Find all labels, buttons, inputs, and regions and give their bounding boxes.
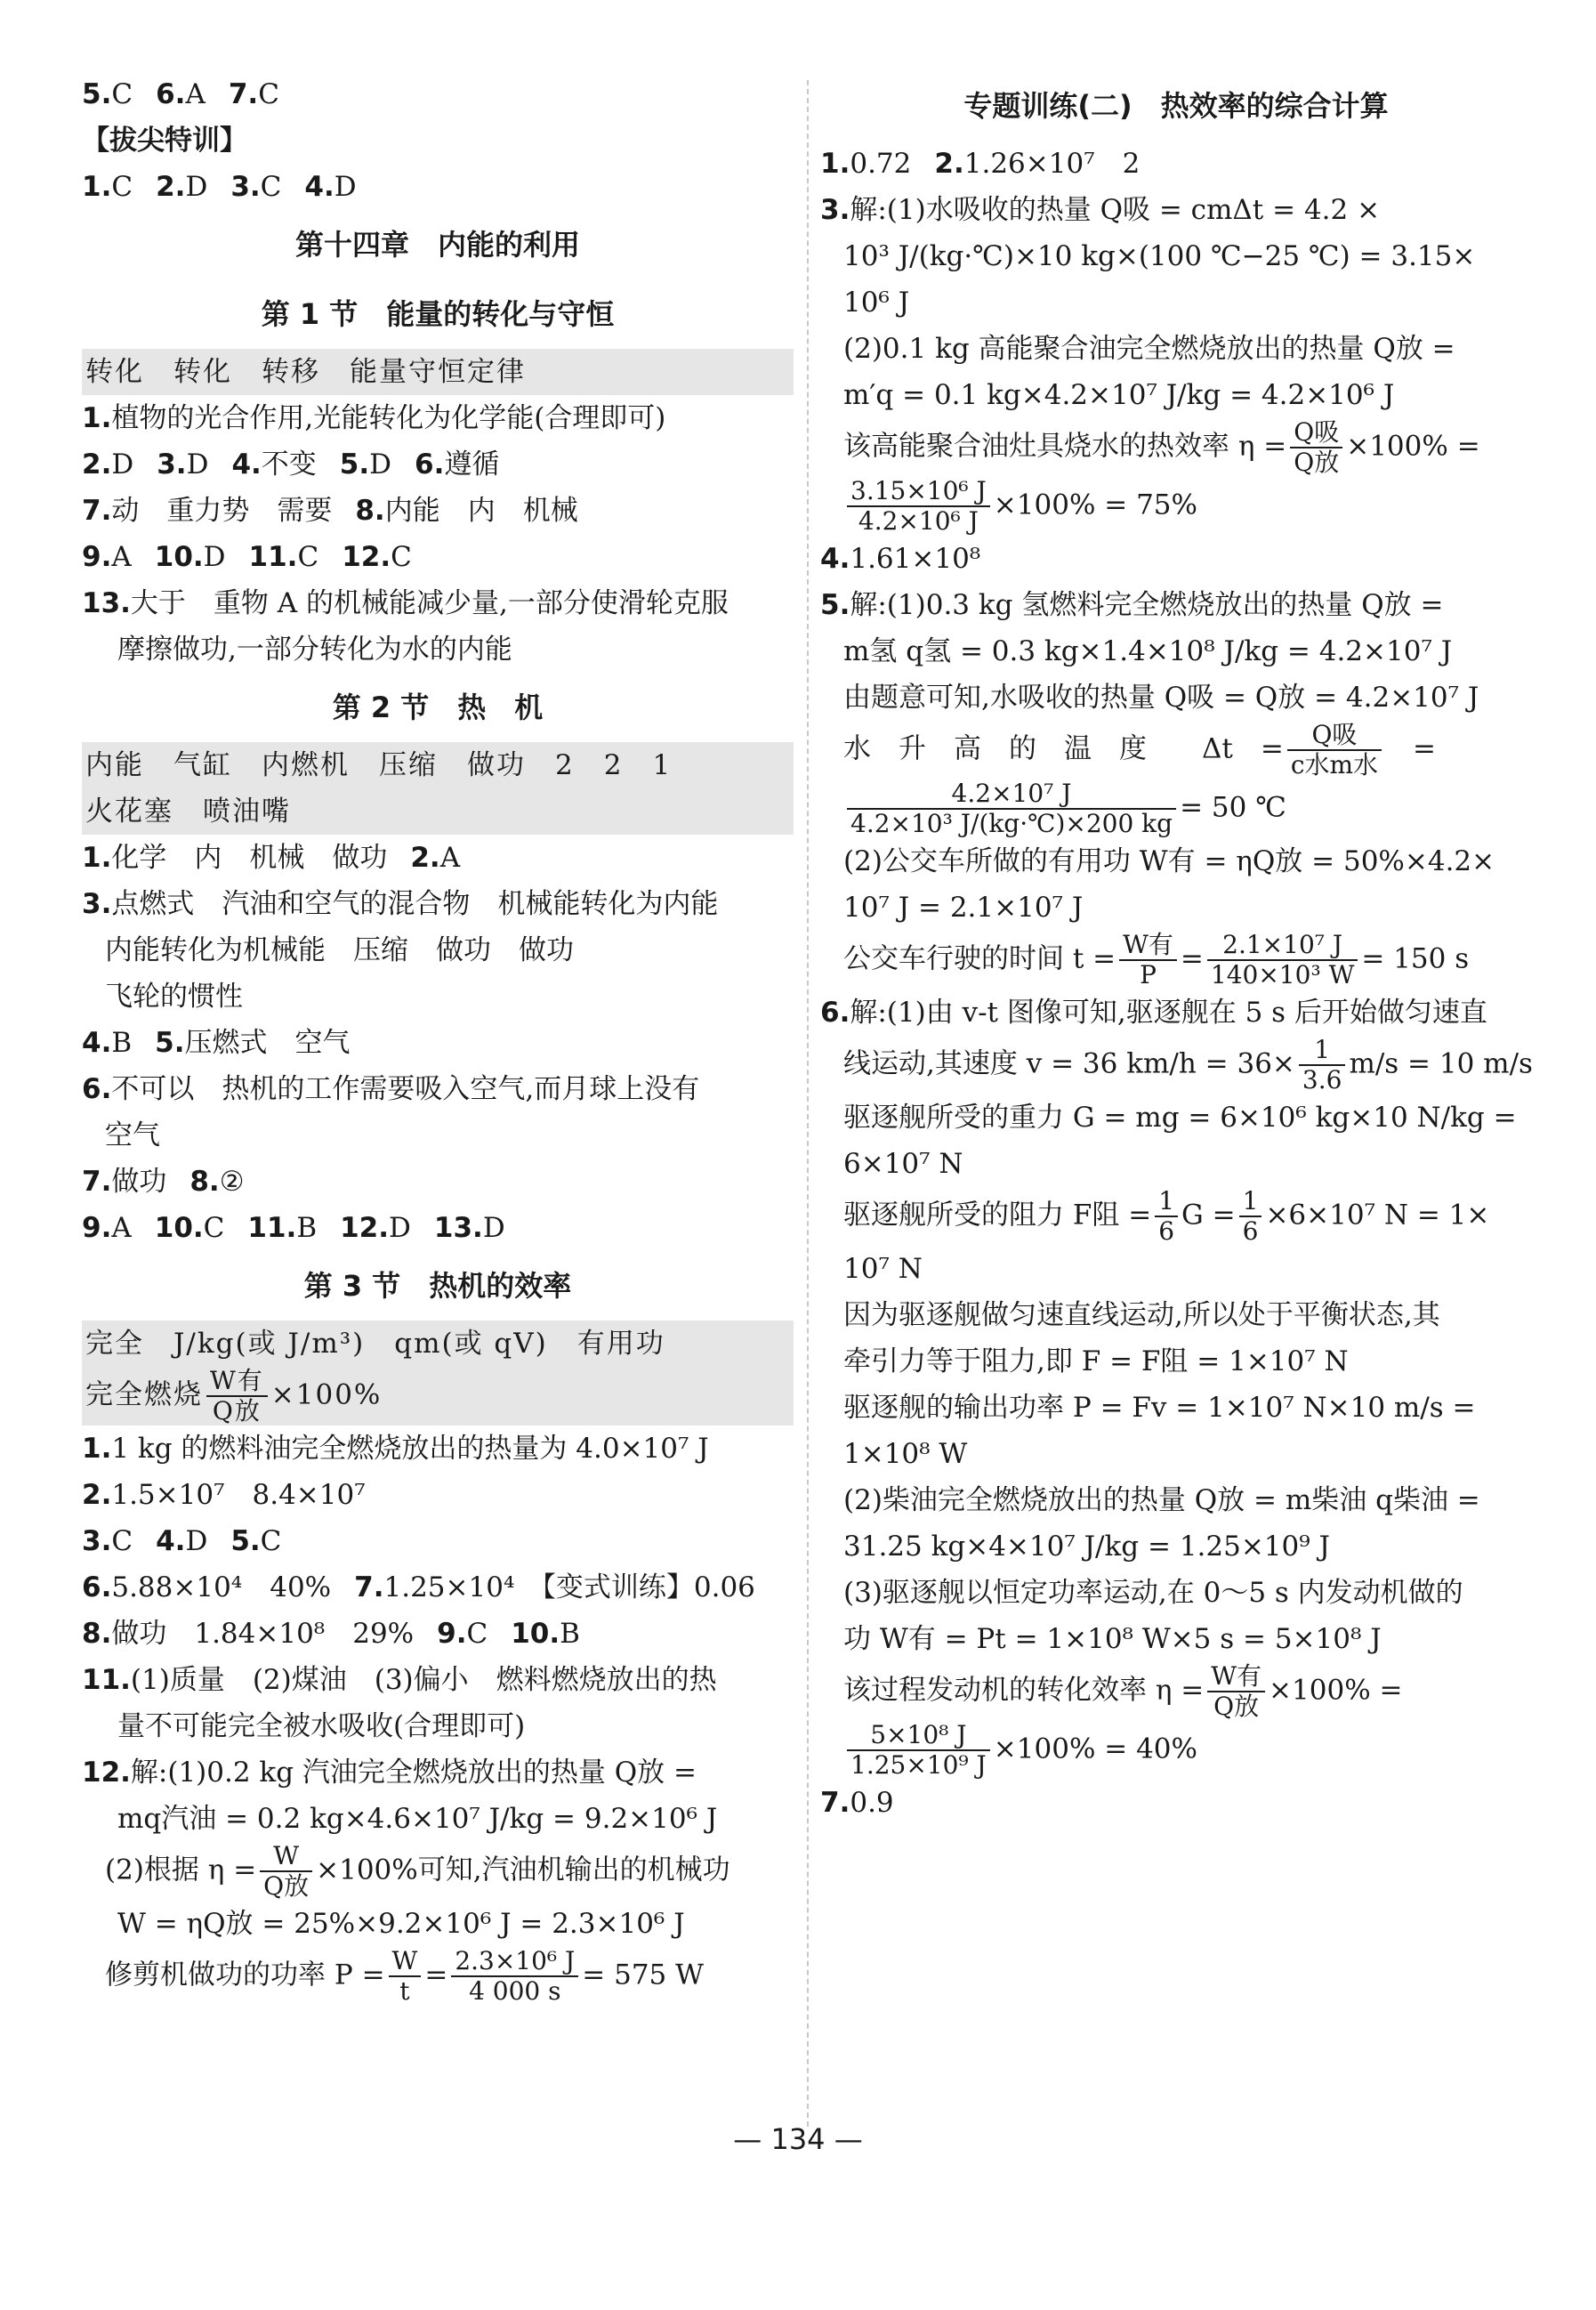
answer-line (82, 164, 794, 210)
formula-text: = 50 ℃ (1180, 791, 1286, 824)
question-number: 7. (82, 495, 112, 527)
fraction-denominator: 4.2×10⁶ J (858, 506, 979, 536)
formula-line (820, 477, 1532, 536)
fraction-numerator: W (389, 1947, 422, 1977)
question-number: 2. (156, 171, 186, 203)
answer-text: 压燃式 空气 (184, 1027, 351, 1059)
answer-text: D (482, 1212, 505, 1244)
fill-in-answer-band: 完全 J/kg(或 J/m³) qm(或 qV) 有用功 (82, 1321, 794, 1367)
question-number: 1. (82, 171, 112, 203)
page-number: — 134 — (733, 2122, 863, 2156)
formula-text: 公交车行驶的时间 t = (843, 942, 1116, 975)
question-number: 10. (154, 1212, 204, 1244)
fraction (260, 1842, 312, 1901)
answer-text: 内能 内 机械 (384, 495, 578, 527)
fraction-denominator: t (399, 1976, 410, 2006)
answer-continuation: 10⁷ J = 2.1×10⁷ J (843, 892, 1084, 924)
formula-text: 该高能聚合油灶具烧水的热效率 η = (843, 430, 1287, 463)
question-number: 4. (304, 171, 335, 203)
formula-text: ×100% = (1269, 1674, 1403, 1707)
fill-in-answer-band (82, 1367, 794, 1426)
answer-text: D (389, 1212, 411, 1244)
answer-line (82, 534, 794, 580)
answer-text: B (560, 1618, 580, 1650)
question-number: 1. (82, 1433, 112, 1465)
fraction-numerator: 4.2×10⁷ J (847, 779, 1176, 810)
formula-line (82, 1842, 794, 1901)
fill-in-answer-band: 火花塞 喷油嘴 (82, 788, 794, 835)
formula-text: = (424, 1959, 448, 1991)
left-column (82, 71, 794, 2006)
answer-text: C (111, 171, 133, 203)
formula-text: = (1385, 732, 1437, 765)
answer-text: A (439, 842, 461, 874)
question-number: 4. (231, 448, 262, 481)
answer-continuation: 摩擦做功,一部分转化为水的内能 (117, 634, 512, 666)
answer-text: ×100% (270, 1378, 383, 1411)
question-number: 1. (820, 148, 850, 180)
question-number: 12. (342, 541, 391, 573)
answer-line (820, 187, 1532, 233)
question-number: 2. (410, 842, 440, 874)
question-number: 5. (155, 1027, 185, 1059)
question-number: 7. (820, 1787, 850, 1819)
answer-line (820, 1780, 1532, 1826)
answer-line (820, 141, 1532, 187)
answer-text: 完全燃烧 (85, 1378, 203, 1411)
right-column (820, 71, 1532, 1826)
section-heading: 第 2 节 热 机 (332, 691, 544, 724)
question-number: 4. (82, 1027, 112, 1059)
question-number: 3. (157, 448, 187, 481)
formula-text: 修剪机做功的功率 P = (105, 1959, 385, 1991)
question-number: 8. (355, 495, 385, 527)
answer-text: A (111, 1212, 132, 1244)
formula-text: ×100% = 40% (993, 1732, 1197, 1765)
answer-text: D (185, 1525, 208, 1557)
question-number: 9. (437, 1618, 467, 1650)
answer-text: 大于 重物 A 的机械能减少量,一部分使滑轮克服 (130, 587, 729, 619)
fraction-numerator: 2.1×10⁷ J (1207, 931, 1358, 961)
question-number: 2. (82, 448, 112, 481)
answer-text: D (369, 448, 392, 481)
fraction-denominator: 6 (1242, 1216, 1259, 1246)
question-number: 9. (82, 541, 112, 573)
fraction-denominator: 6 (1158, 1216, 1175, 1246)
answer-line (82, 1564, 794, 1611)
answer-continuation: 6×10⁷ N (843, 1148, 963, 1180)
answer-text: 做功 1.84×10⁸ 29% (111, 1618, 415, 1650)
answer-line (82, 881, 794, 927)
formula-text: m/s = 10 m/s (1349, 1047, 1533, 1080)
fraction (847, 1721, 990, 1780)
formula-line (820, 1187, 1532, 1246)
formula-text: 驱逐舰所受的阻力 F阻 = (843, 1199, 1152, 1232)
fraction (1207, 931, 1358, 989)
question-number: 10. (511, 1618, 560, 1650)
answer-continuation: 10⁶ J (843, 287, 910, 319)
formula-line (820, 721, 1532, 779)
answer-text: C (466, 1618, 488, 1650)
answer-continuation: 1×10⁸ W (843, 1438, 968, 1470)
answer-text: 解:(1)水吸收的热量 Q吸 = cmΔt = 4.2 × (850, 194, 1381, 226)
fraction-denominator: Q放 (1294, 448, 1340, 477)
fraction (206, 1367, 268, 1426)
answer-text: A (185, 78, 206, 110)
fill-in-answer-band: 内能 气缸 内燃机 压缩 做功 2 2 1 (82, 742, 794, 788)
answer-continuation: 量不可能完全被水吸收(合理即可) (117, 1710, 526, 1742)
fraction-denominator: c水m水 (1290, 750, 1379, 779)
fraction-numerator: 2.3×10⁶ J (451, 1947, 578, 1977)
formula-text: = 575 W (582, 1959, 704, 1991)
formula-line (820, 1662, 1532, 1721)
subsection-heading: 【拔尖特训】 (82, 125, 247, 157)
formula-line (820, 931, 1532, 989)
answer-text: 解:(1)由 v-t 图像可知,驱逐舰在 5 s 后开始做匀速直 (850, 997, 1487, 1029)
answer-text: B (111, 1027, 133, 1059)
question-number: 5. (820, 589, 850, 621)
answer-continuation: 31.25 kg×4×10⁷ J/kg = 1.25×10⁹ J (843, 1531, 1330, 1563)
question-number: 10. (154, 541, 204, 573)
formula-line (820, 1036, 1532, 1094)
question-number: 3. (230, 171, 261, 203)
question-number: 7. (82, 1166, 112, 1198)
answer-continuation: (2)柴油完全燃烧放出的热量 Q放 = m柴油 q柴油 = (843, 1484, 1480, 1516)
answer-text: 不可以 热机的工作需要吸入空气,而月球上没有 (111, 1073, 700, 1105)
question-number: 5. (230, 1525, 261, 1557)
answer-line (820, 536, 1532, 582)
answer-text: A (111, 541, 132, 573)
answer-line (820, 582, 1532, 628)
answer-text: D (111, 448, 134, 481)
answer-line (820, 989, 1532, 1036)
formula-text: ×100%可知,汽油机输出的机械功 (316, 1854, 730, 1886)
question-number: 9. (82, 1212, 112, 1244)
question-number: 8. (189, 1166, 220, 1198)
formula-text: (2)根据 η = (105, 1854, 257, 1886)
formula-text: 线运动,其速度 v = 36 km/h = 36× (843, 1047, 1295, 1080)
question-number: 2. (82, 1479, 112, 1511)
answer-text: B (296, 1212, 318, 1244)
formula-text: 水 升 高 的 温 度 Δt = (843, 732, 1284, 765)
answer-continuation: m氢 q氢 = 0.3 kg×1.4×10⁸ J/kg = 4.2×10⁷ J (843, 635, 1453, 667)
answer-text: 1.26×10⁷ 2 (963, 148, 1141, 180)
answer-continuation: 牵引力等于阻力,即 F = F阻 = 1×10⁷ N (843, 1345, 1349, 1377)
fraction-numerator: Q吸 (1287, 721, 1382, 751)
answer-text: 动 重力势 需要 (111, 495, 333, 527)
question-number: 4. (820, 543, 850, 575)
answer-text: 1.25×10⁴ 【变式训练】0.06 (383, 1571, 755, 1603)
answer-continuation: (2)公交车所做的有用功 W有 = ηQ放 = 50%×4.2× (843, 845, 1495, 877)
question-number: 11. (248, 541, 298, 573)
formula-text: ×100% = 75% (993, 489, 1197, 521)
fraction-numerator: W有 (1207, 1662, 1265, 1692)
answer-line (82, 1472, 794, 1518)
fraction (1290, 418, 1342, 477)
fraction-numerator: Q吸 (1290, 418, 1342, 448)
answer-continuation: 驱逐舰所受的重力 G = mg = 6×10⁶ kg×10 N/kg = (843, 1102, 1517, 1134)
question-number: 3. (82, 1525, 112, 1557)
answer-continuation: 因为驱逐舰做匀速直线运动,所以处于平衡状态,其 (843, 1299, 1440, 1331)
section-heading: 第十四章 内能的利用 (294, 228, 580, 262)
answer-line (82, 1159, 794, 1205)
fraction-numerator: 1 (1239, 1187, 1262, 1217)
formula-line (820, 779, 1532, 838)
formula-text: ×100% = (1346, 430, 1480, 463)
section-heading: 第 1 节 能量的转化与守恒 (261, 297, 615, 331)
answer-continuation: 功 W有 = Pt = 1×10⁸ W×5 s = 5×10⁸ J (843, 1623, 1382, 1655)
question-number: 6. (156, 78, 186, 110)
formula-text: G = (1181, 1199, 1236, 1232)
fraction-denominator: Q放 (263, 1871, 310, 1901)
fraction (1299, 1036, 1346, 1094)
answer-text: C (391, 541, 412, 573)
formula-line (82, 1947, 794, 2006)
answer-line (82, 1611, 794, 1657)
fraction-denominator: 140×10³ W (1210, 960, 1355, 989)
formula-line (820, 418, 1532, 477)
answer-continuation: 由题意可知,水吸收的热量 Q吸 = Q放 = 4.2×10⁷ J (843, 682, 1479, 714)
column-divider (807, 80, 809, 2127)
answer-line (82, 1426, 794, 1472)
fraction (847, 779, 1176, 838)
formula-line (820, 1721, 1532, 1780)
answer-text: 化学 内 机械 做功 (111, 842, 388, 874)
question-number: 7. (354, 1571, 384, 1603)
formula-text: = 150 s (1361, 942, 1470, 975)
answer-text: D (186, 448, 209, 481)
answer-text: 0.9 (850, 1787, 894, 1819)
answer-text: C (297, 541, 319, 573)
answer-line (82, 1066, 794, 1112)
answer-line (82, 1205, 794, 1251)
fraction-denominator: P (1140, 960, 1157, 989)
answer-continuation: 10⁷ N (843, 1253, 923, 1285)
answer-text: 点燃式 汽油和空气的混合物 机械能转化为内能 (111, 888, 719, 920)
fraction-numerator: 1 (1299, 1036, 1346, 1066)
answer-text: D (334, 171, 357, 203)
question-number: 8. (82, 1618, 112, 1650)
answer-text: C (260, 171, 282, 203)
fraction-denominator: 3.6 (1302, 1065, 1342, 1094)
question-number: 5. (339, 448, 370, 481)
question-number: 5. (82, 78, 112, 110)
question-number: 12. (82, 1757, 131, 1789)
answer-continuation: 10³ J/(kg·℃)×10 kg×(100 ℃−25 ℃) = 3.15× (843, 240, 1476, 272)
question-number: 1. (82, 402, 112, 434)
answer-line (82, 441, 794, 488)
answer-text: (1)质量 (2)煤油 (3)偏小 燃料燃烧放出的热 (130, 1664, 717, 1696)
question-number: 11. (82, 1664, 131, 1696)
answer-continuation: 驱逐舰的输出功率 P = Fv = 1×10⁷ N×10 m/s = (843, 1392, 1476, 1424)
fraction (1207, 1662, 1265, 1721)
answer-text: D (203, 541, 226, 573)
answer-text: C (111, 78, 133, 110)
question-number: 6. (82, 1571, 112, 1603)
answer-continuation: 飞轮的惯性 (105, 981, 243, 1013)
formula-text: = (1180, 942, 1204, 975)
fraction-denominator: 4.2×10³ J/(kg·℃)×200 kg (850, 809, 1173, 838)
answer-text: D (185, 171, 208, 203)
answer-text: 1.61×10⁸ (850, 543, 981, 575)
fraction-denominator: 4 000 s (469, 1976, 561, 2006)
question-number: 13. (82, 587, 131, 619)
question-number: 6. (415, 448, 445, 481)
answer-continuation: W = ηQ放 = 25%×9.2×10⁶ J = 2.3×10⁶ J (117, 1908, 685, 1940)
answer-continuation: mq汽油 = 0.2 kg×4.6×10⁷ J/kg = 9.2×10⁶ J (117, 1803, 718, 1835)
answer-text: 1 kg 的燃料油完全燃烧放出的热量为 4.0×10⁷ J (111, 1433, 709, 1465)
question-number: 3. (820, 194, 850, 226)
answer-line (82, 1518, 794, 1564)
answer-text: 植物的光合作用,光能转化为化学能(合理即可) (111, 402, 666, 434)
answer-line (82, 1020, 794, 1066)
answer-continuation: 内能转化为机械能 压缩 做功 做功 (105, 934, 574, 966)
answer-text: 做功 (111, 1166, 167, 1198)
fill-in-answer-band: 转化 转化 转移 能量守恒定律 (82, 349, 794, 395)
formula-text: 该过程发动机的转化效率 η = (843, 1674, 1205, 1707)
answer-line (82, 71, 794, 117)
answer-line (82, 580, 794, 626)
answer-text: 解:(1)0.2 kg 汽油完全燃烧放出的热量 Q放 = (130, 1757, 697, 1789)
answer-line (82, 835, 794, 881)
question-number: 1. (82, 842, 112, 874)
answer-text: C (111, 1525, 133, 1557)
fraction (1155, 1187, 1178, 1246)
answer-text: C (258, 78, 279, 110)
fraction-numerator: W有 (1119, 931, 1177, 961)
answer-line (82, 1657, 794, 1703)
answer-continuation: 空气 (105, 1119, 160, 1151)
section-heading: 第 3 节 热机的效率 (303, 1269, 572, 1303)
fraction (389, 1947, 422, 2006)
fraction-numerator: W有 (206, 1367, 268, 1397)
answer-text: 遵循 (444, 448, 500, 481)
question-number: 11. (247, 1212, 297, 1244)
fraction-numerator: 5×10⁸ J (847, 1721, 990, 1751)
answer-text: C (203, 1212, 225, 1244)
question-number: 4. (156, 1525, 186, 1557)
question-number: 6. (820, 997, 850, 1029)
answer-continuation: m′q = 0.1 kg×4.2×10⁷ J/kg = 4.2×10⁶ J (843, 379, 1395, 411)
fraction-denominator: Q放 (212, 1396, 262, 1426)
question-number: 12. (340, 1212, 390, 1244)
answer-line (82, 1749, 794, 1796)
question-number: 6. (82, 1073, 112, 1105)
fraction-numerator: W (260, 1842, 312, 1872)
fraction (451, 1947, 578, 2006)
answer-text: 5.88×10⁴ 40% (111, 1571, 332, 1603)
section-heading: 专题训练(二) 热效率的综合计算 (963, 89, 1389, 123)
answer-text: C (260, 1525, 282, 1557)
answer-text: 不变 (261, 448, 317, 481)
answer-text: 1.5×10⁷ 8.4×10⁷ (111, 1479, 366, 1511)
question-number: 7. (228, 78, 259, 110)
answer-continuation: (2)0.1 kg 高能聚合油完全燃烧放出的热量 Q放 = (843, 333, 1455, 365)
fraction-denominator: 1.25×10⁹ J (850, 1750, 987, 1780)
answer-text: 解:(1)0.3 kg 氢燃料完全燃烧放出的热量 Q放 = (850, 589, 1444, 621)
fraction (847, 477, 990, 536)
fraction-denominator: Q放 (1213, 1692, 1260, 1721)
formula-text: ×6×10⁷ N = 1× (1265, 1199, 1490, 1232)
answer-line (82, 488, 794, 534)
question-number: 2. (934, 148, 964, 180)
fraction (1119, 931, 1177, 989)
question-number: 13. (433, 1212, 483, 1244)
answer-text: 0.72 (850, 148, 912, 180)
fraction-numerator: 1 (1155, 1187, 1178, 1217)
answer-continuation: (3)驱逐舰以恒定功率运动,在 0～5 s 内发动机做的 (843, 1577, 1463, 1609)
fraction (1287, 721, 1382, 779)
question-number: 3. (82, 888, 112, 920)
answer-text: ② (219, 1166, 245, 1198)
fraction (1239, 1187, 1262, 1246)
fraction-numerator: 3.15×10⁶ J (847, 477, 990, 507)
answer-line (82, 395, 794, 441)
